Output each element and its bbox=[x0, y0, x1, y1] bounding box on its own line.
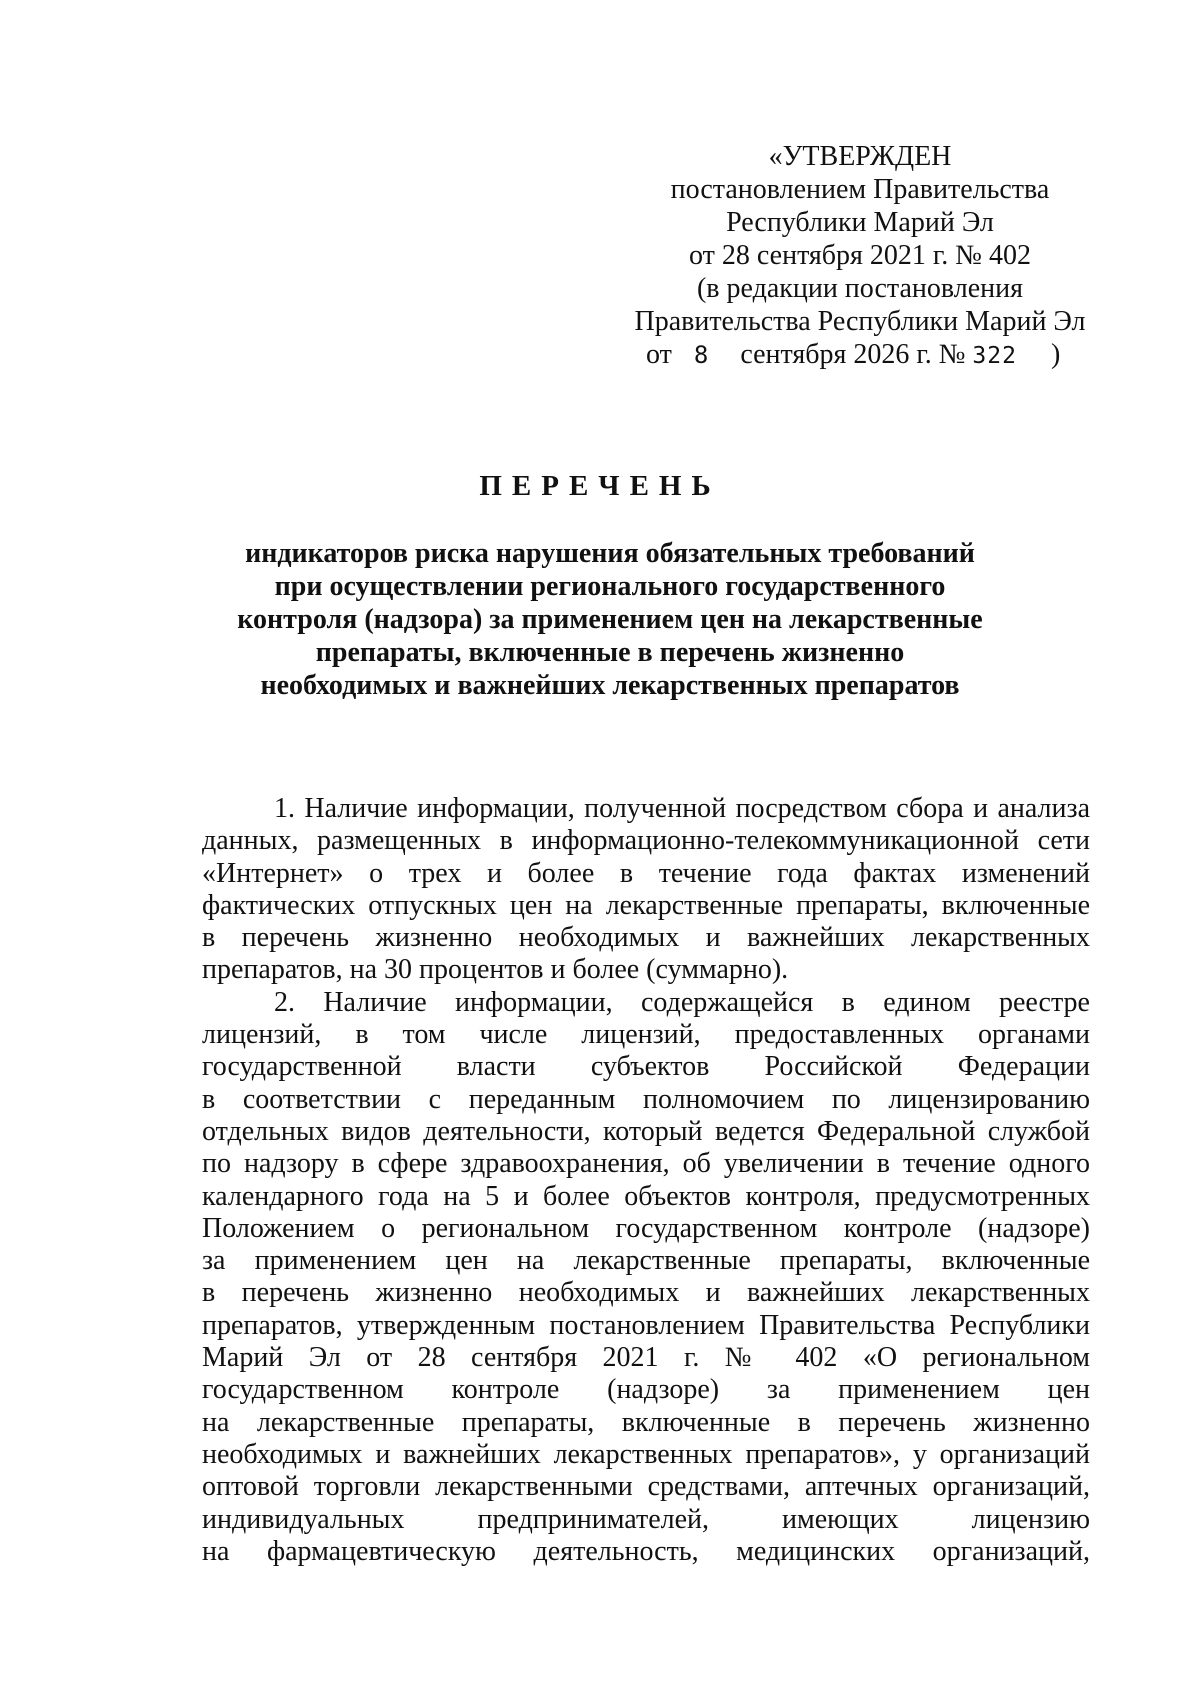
subtitle-line: при осуществлении регионального государственного bbox=[274, 571, 946, 602]
document-title: ПЕРЕЧЕНЬ bbox=[479, 470, 721, 502]
approval-line: (в редакции постановления bbox=[696, 273, 1024, 304]
subtitle-line: контроля (надзора) за применением цен на лекарственные bbox=[237, 604, 983, 635]
paragraph-2-line: в соответствии с переданным полномочием по лицензированию bbox=[202, 1083, 1090, 1115]
subtitle-line: препараты, включенные в перечень жизненно bbox=[315, 637, 905, 668]
approval-line: Республики Марий Эл bbox=[726, 207, 994, 238]
paragraph-2-line: за применением цен на лекарственные препараты, включенные bbox=[202, 1245, 1090, 1277]
approval-line: постановлением Правительства bbox=[670, 174, 1050, 205]
paragraph-1-line: препаратов, на 30 процентов и более (суммарно). bbox=[202, 954, 789, 986]
paragraph-2-line: 2. Наличие информации, содержащейся в едином реестре bbox=[274, 986, 1090, 1018]
paragraph-2-line: отдельных видов деятельности, который ведется Федеральной службой bbox=[202, 1115, 1090, 1147]
edition-date-suffix: ) bbox=[1050, 339, 1061, 370]
paragraph-2-line: на лекарственные препараты, включенные в перечень жизненно bbox=[202, 1406, 1090, 1438]
approval-stamp-block bbox=[600, 140, 1120, 373]
paragraph-2-line: необходимых и важнейших лекарственных препаратов», у организаций bbox=[202, 1438, 1090, 1470]
document-body bbox=[202, 793, 1090, 1568]
paragraph-2-line: по надзору в сфере здравоохранения, об увеличении в течение одного bbox=[202, 1148, 1090, 1180]
paragraph-2-line: Марий Эл от 28 сентября 2021 г. № 402 «О региональном bbox=[202, 1342, 1090, 1374]
approval-line: «УТВЕРЖДЕН bbox=[768, 141, 952, 172]
paragraph-2-line: на фармацевтическую деятельность, медицинских организаций, bbox=[202, 1535, 1090, 1567]
edition-number: 322 bbox=[972, 343, 1017, 369]
subtitle-line: необходимых и важнейших лекарственных препаратов bbox=[260, 670, 960, 701]
edition-date-day: 8 bbox=[693, 341, 709, 369]
edition-date-line bbox=[600, 338, 1120, 373]
paragraph-2-line: государственном контроле (надзоре) за применением цен bbox=[202, 1374, 1090, 1406]
paragraph-2-line: государственной власти субъектов Российской Федерации bbox=[202, 1051, 1090, 1083]
paragraph-1-line: в перечень жизненно необходимых и важнейших лекарственных bbox=[202, 922, 1090, 954]
paragraph-1-line: данных, размещенных в информационно-телекоммуникационной сети bbox=[202, 825, 1090, 857]
approval-line: Правительства Республики Марий Эл bbox=[634, 306, 1086, 337]
paragraph-2-line: индивидуальных предпринимателей, имеющих лицензию bbox=[202, 1503, 1090, 1535]
edition-date-prefix: от bbox=[646, 339, 672, 370]
paragraph-2-line: препаратов, утвержденным постановлением Правительства Республики bbox=[202, 1309, 1090, 1341]
paragraph-1-line: 1. Наличие информации, полученной посредством сбора и анализа bbox=[274, 793, 1090, 824]
subtitle-line: индикаторов риска нарушения обязательных требований bbox=[245, 538, 975, 569]
paragraph-2-line: Положением о региональном государственном контроле (надзоре) bbox=[202, 1212, 1090, 1244]
paragraph-2-line: оптовой торговли лекарственными средствами, аптечных организаций, bbox=[202, 1471, 1090, 1503]
paragraph-2-line: лицензий, в том числе лицензий, предоставленных органами bbox=[202, 1019, 1090, 1051]
edition-date-month-year: сентября 2026 г. № bbox=[740, 339, 966, 370]
paragraph-2-line: календарного года на 5 и более объектов контроля, предусмотренных bbox=[202, 1180, 1090, 1212]
paragraph-1-line: фактических отпускных цен на лекарственные препараты, включенные bbox=[202, 889, 1090, 921]
paragraph-2-line: в перечень жизненно необходимых и важнейших лекарственных bbox=[202, 1277, 1090, 1309]
document-subtitle bbox=[200, 537, 1020, 702]
paragraph-1-line: «Интернет» о трех и более в течение года фактах изменений bbox=[202, 857, 1090, 889]
approval-line: от 28 сентября 2021 г. № 402 bbox=[689, 240, 1031, 271]
